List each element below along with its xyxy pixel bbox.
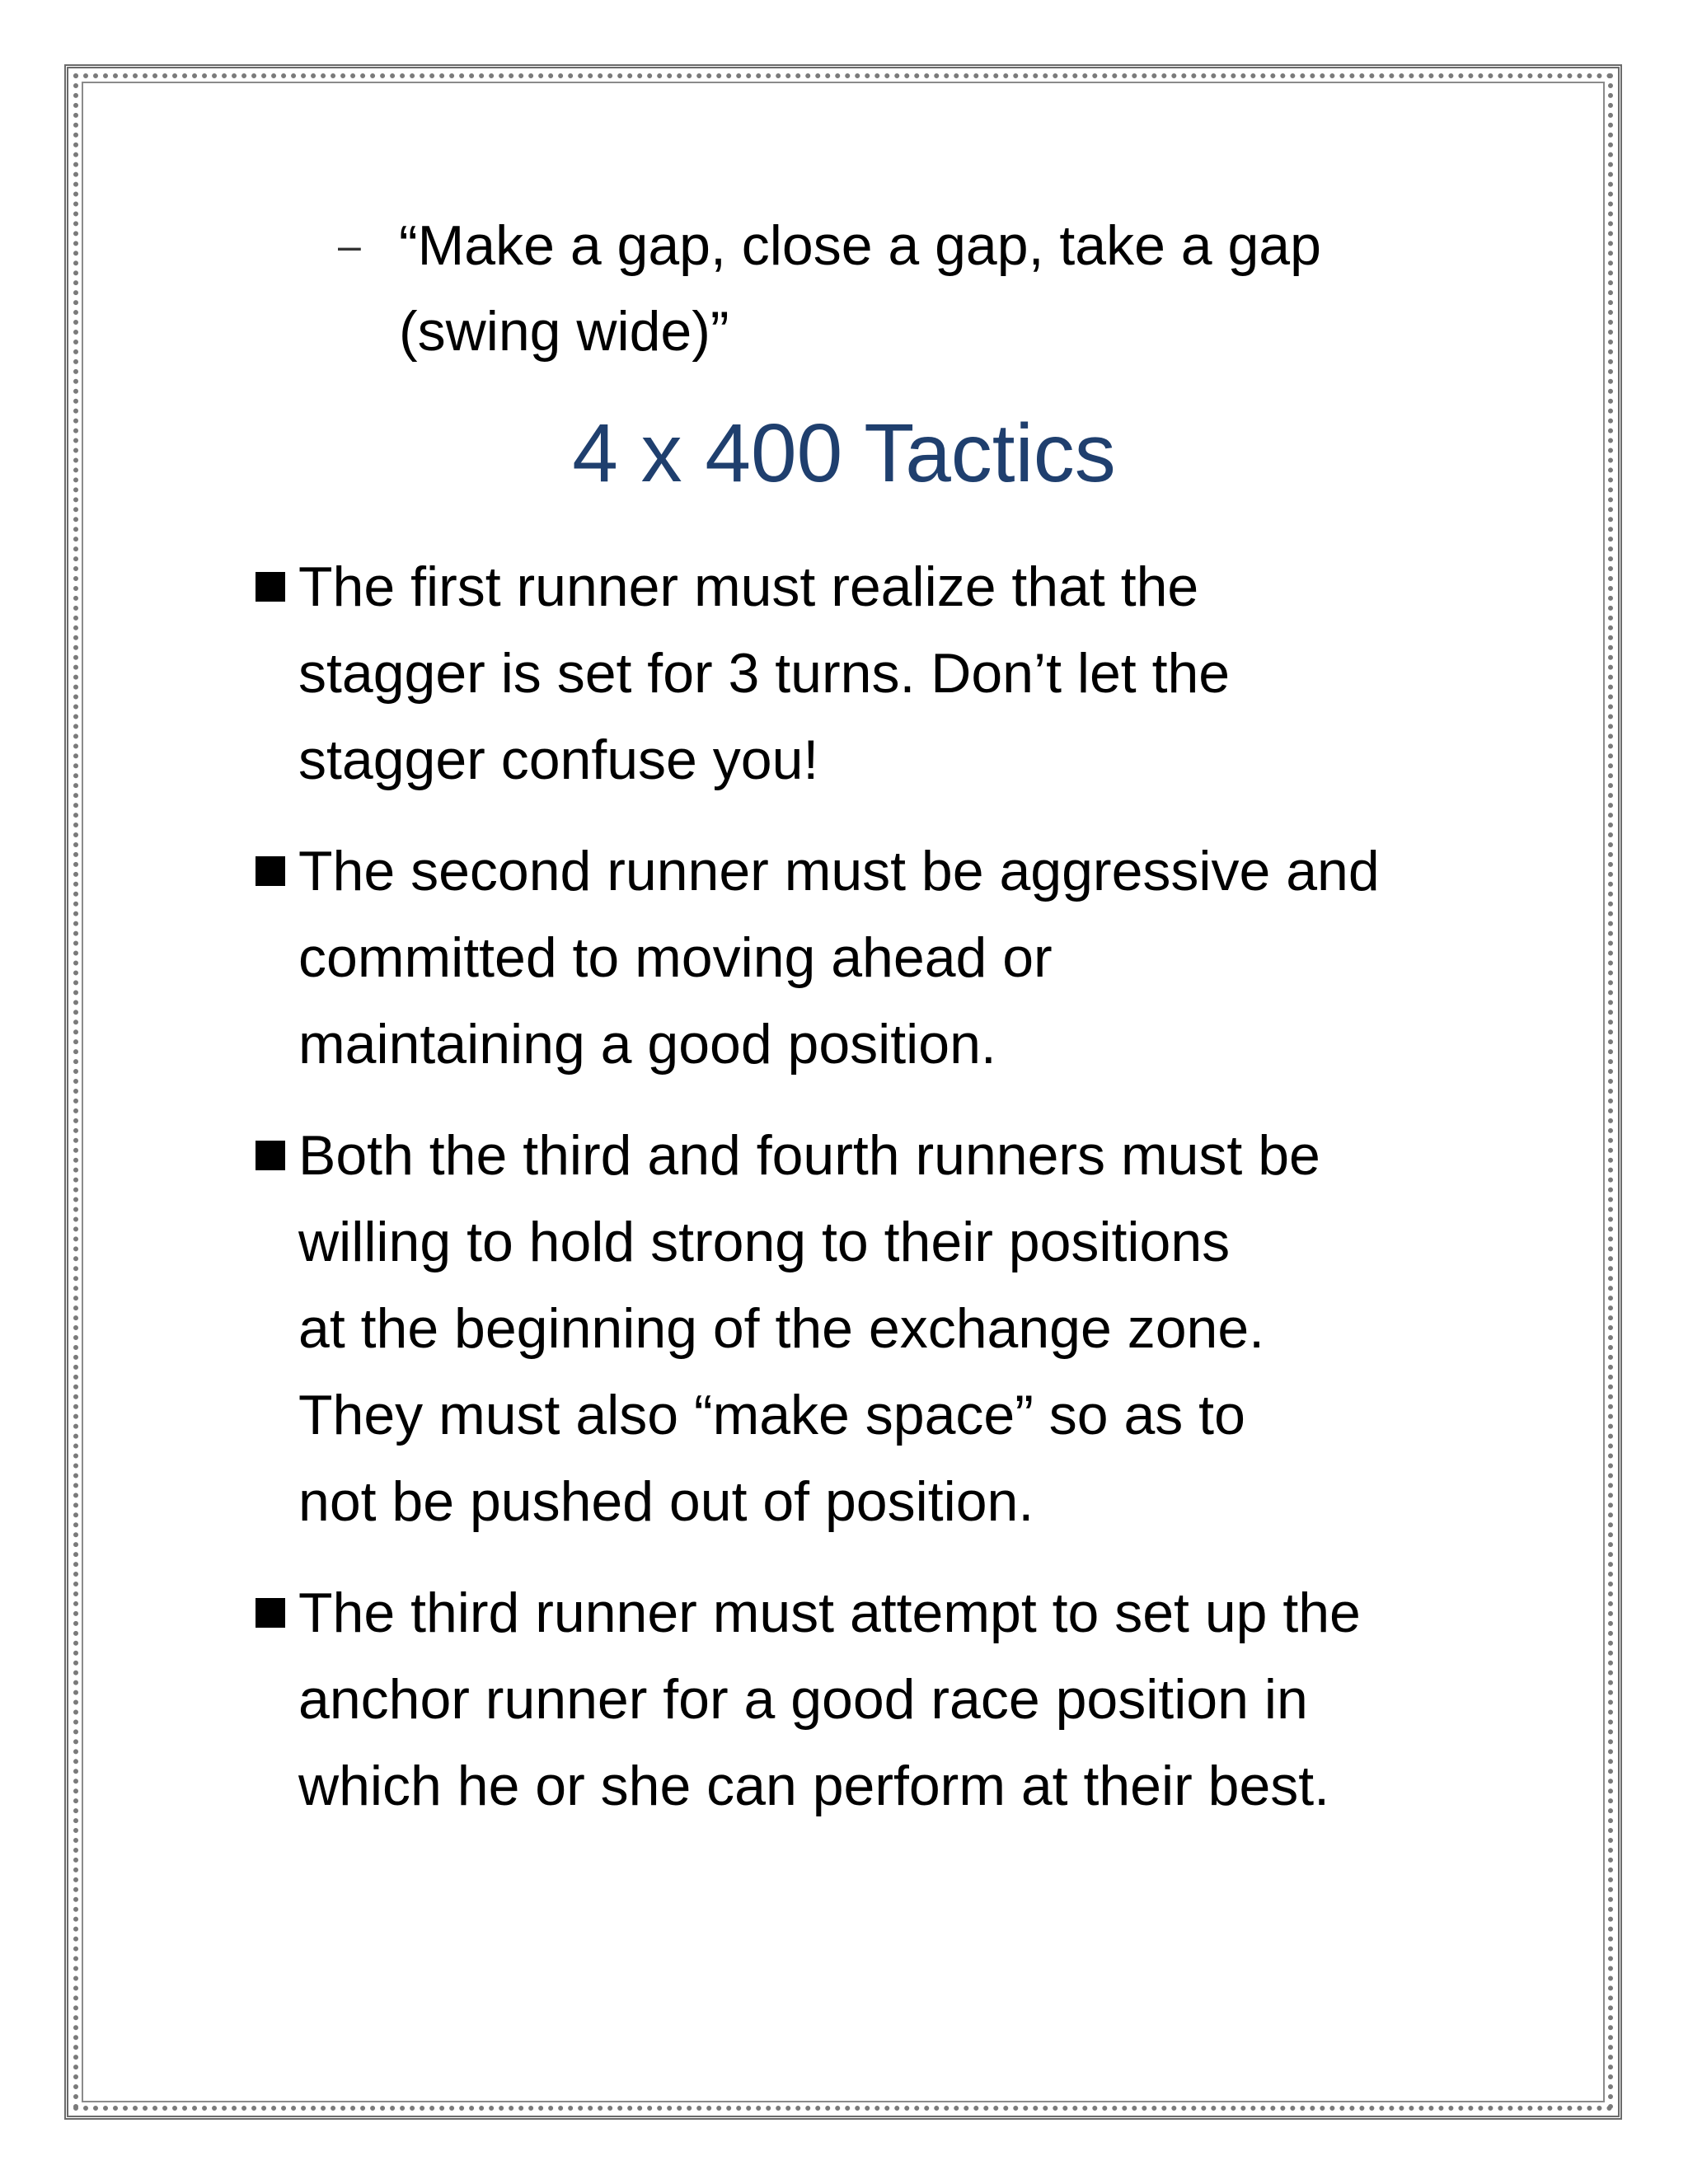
list-item xyxy=(251,544,1536,804)
list-item-text: The third runner must attempt to set up the anchor runner for a good race position in which he or she can perform at their best. xyxy=(298,1582,1361,1817)
list-item-text: Both the third and fourth runners must be willing to hold strong to their positions at the beginning of the exchange zone. They must also “make space” so as to not be pushed out of position. xyxy=(298,1124,1320,1533)
list-item-text: The second runner must be aggressive and committed to moving ahead or maintaining a good position. xyxy=(298,840,1380,1076)
page-title: 4 x 400 Tactics xyxy=(572,407,1116,499)
square-bullet-icon xyxy=(256,572,285,602)
dash-icon: – xyxy=(338,223,361,269)
list-item xyxy=(251,828,1536,1088)
square-bullet-icon xyxy=(256,1141,285,1170)
bullet-list xyxy=(251,544,1536,1854)
list-item xyxy=(251,1113,1536,1545)
sub-bullet-text: “Make a gap, close a gap, take a gap (swing wide)” xyxy=(399,214,1321,363)
list-item-text: The first runner must realize that the stagger is set for 3 turns. Don’t let the stagger confuse you! xyxy=(298,555,1231,791)
square-bullet-icon xyxy=(256,1598,285,1628)
sub-bullet-item xyxy=(338,203,1409,374)
list-item xyxy=(251,1570,1536,1830)
square-bullet-icon xyxy=(256,856,285,886)
